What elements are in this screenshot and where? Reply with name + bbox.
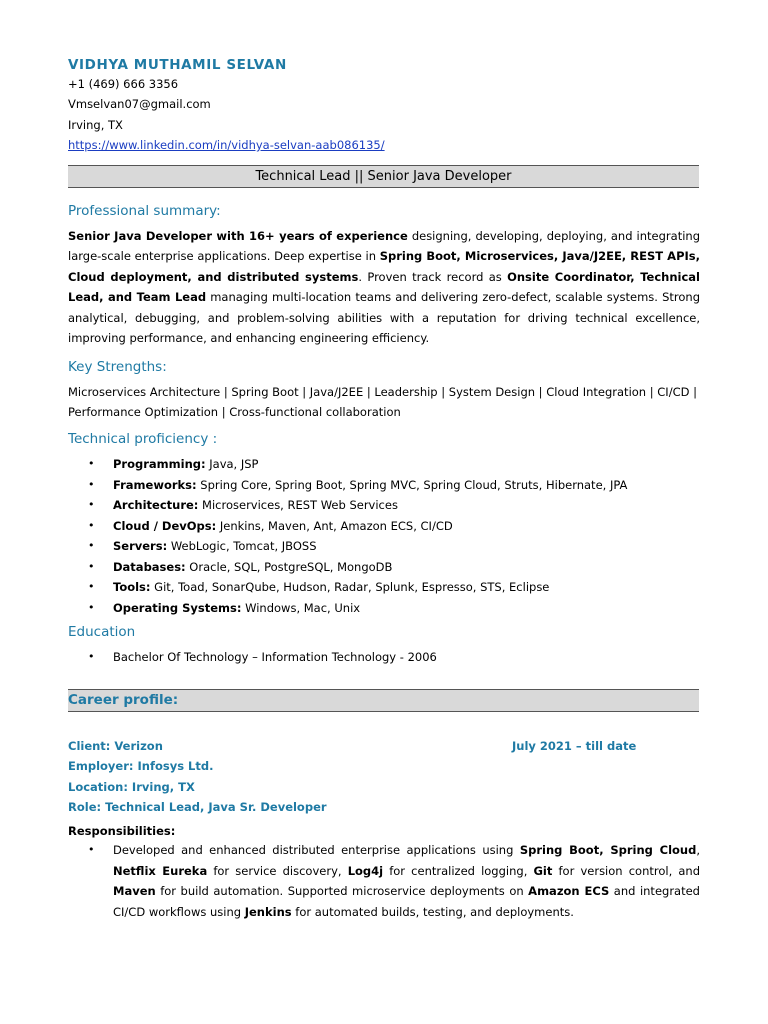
list-item: • Operating Systems: Windows, Mac, Unix <box>68 598 700 619</box>
job-title: Technical Lead || Senior Java Developer <box>255 169 512 184</box>
responsibilities-label: Responsibilities: <box>68 824 176 838</box>
job-dates: July 2021 – till date <box>512 739 637 753</box>
linkedin-link[interactable]: https://www.linkedin.com/in/vidhya-selvan-aab086135/ <box>68 138 385 152</box>
proficiency-heading: Technical proficiency : <box>68 431 218 447</box>
location-text: Irving, TX <box>68 118 123 132</box>
job-role: Role: Technical Lead, Java Sr. Developer <box>68 800 327 814</box>
employer-name: Employer: Infosys Ltd. <box>68 759 214 773</box>
career-heading: Career profile: <box>68 692 179 708</box>
list-item: • Databases: Oracle, SQL, PostgreSQL, MongoDB <box>68 557 700 578</box>
email-address: Vmselvan07@gmail.com <box>68 97 211 111</box>
proficiency-list <box>68 454 700 618</box>
list-item: • Programming: Java, JSP <box>68 454 700 475</box>
strengths-text: Microservices Architecture | Spring Boot | Java/J2EE | Leadership | System Design | Cloud Integration | CI/CD | Performance Optimization | Cross-functional collaboration <box>68 385 697 420</box>
summary-paragraph: Senior Java Developer with 16+ years of experience designing, developing, deploying, and integrating large-scale enterprise applications. Deep expertise in Spring Boot, Microservices, Java/J2EE, REST APIs, Cloud deployment, and distributed systems. Proven track record as Onsite Coordinator, Technical Lead, and Team Lead managing multi-location teams and delivering zero-defect, scalable systems. Strong analytical, debugging, and problem-solving abilities with a reputation for driving technical excellence, improving performance, and enhancing engineering efficiency. <box>68 229 701 346</box>
responsibilities-list <box>68 840 700 922</box>
list-item: • Architecture: Microservices, REST Web Services <box>68 495 700 516</box>
list-item: • Developed and enhanced distributed enterprise applications using Spring Boot, Spring Cloud, Netflix Eureka for service discovery, Log4j for centralized logging, Git for version control, and Maven for build automation. Supported microservice deployments on Amazon ECS and integrated CI/CD workflows using Jenkins for automated builds, testing, and deployments. <box>68 840 700 922</box>
list-item: • Servers: WebLogic, Tomcat, JBOSS <box>68 536 700 557</box>
job-location: Location: Irving, TX <box>68 780 195 794</box>
candidate-name: VIDHYA MUTHAMIL SELVAN <box>68 57 287 73</box>
list-item: • Cloud / DevOps: Jenkins, Maven, Ant, Amazon ECS, CI/CD <box>68 516 700 537</box>
phone-number: +1 (469) 666 3356 <box>68 77 179 91</box>
list-item: • Frameworks: Spring Core, Spring Boot, Spring MVC, Spring Cloud, Struts, Hibernate, JPA <box>68 475 700 496</box>
list-item: • Bachelor Of Technology – Information Technology - 2006 <box>68 647 700 668</box>
education-heading: Education <box>68 624 136 640</box>
list-item: • Tools: Git, Toad, SonarQube, Hudson, Radar, Splunk, Espresso, STS, Eclipse <box>68 577 700 598</box>
strengths-heading: Key Strengths: <box>68 359 167 375</box>
education-list <box>68 647 700 668</box>
title-bar <box>68 165 699 188</box>
career-bar <box>68 689 699 712</box>
summary-heading: Professional summary: <box>68 203 221 219</box>
client-name: Client: Verizon <box>68 739 163 753</box>
